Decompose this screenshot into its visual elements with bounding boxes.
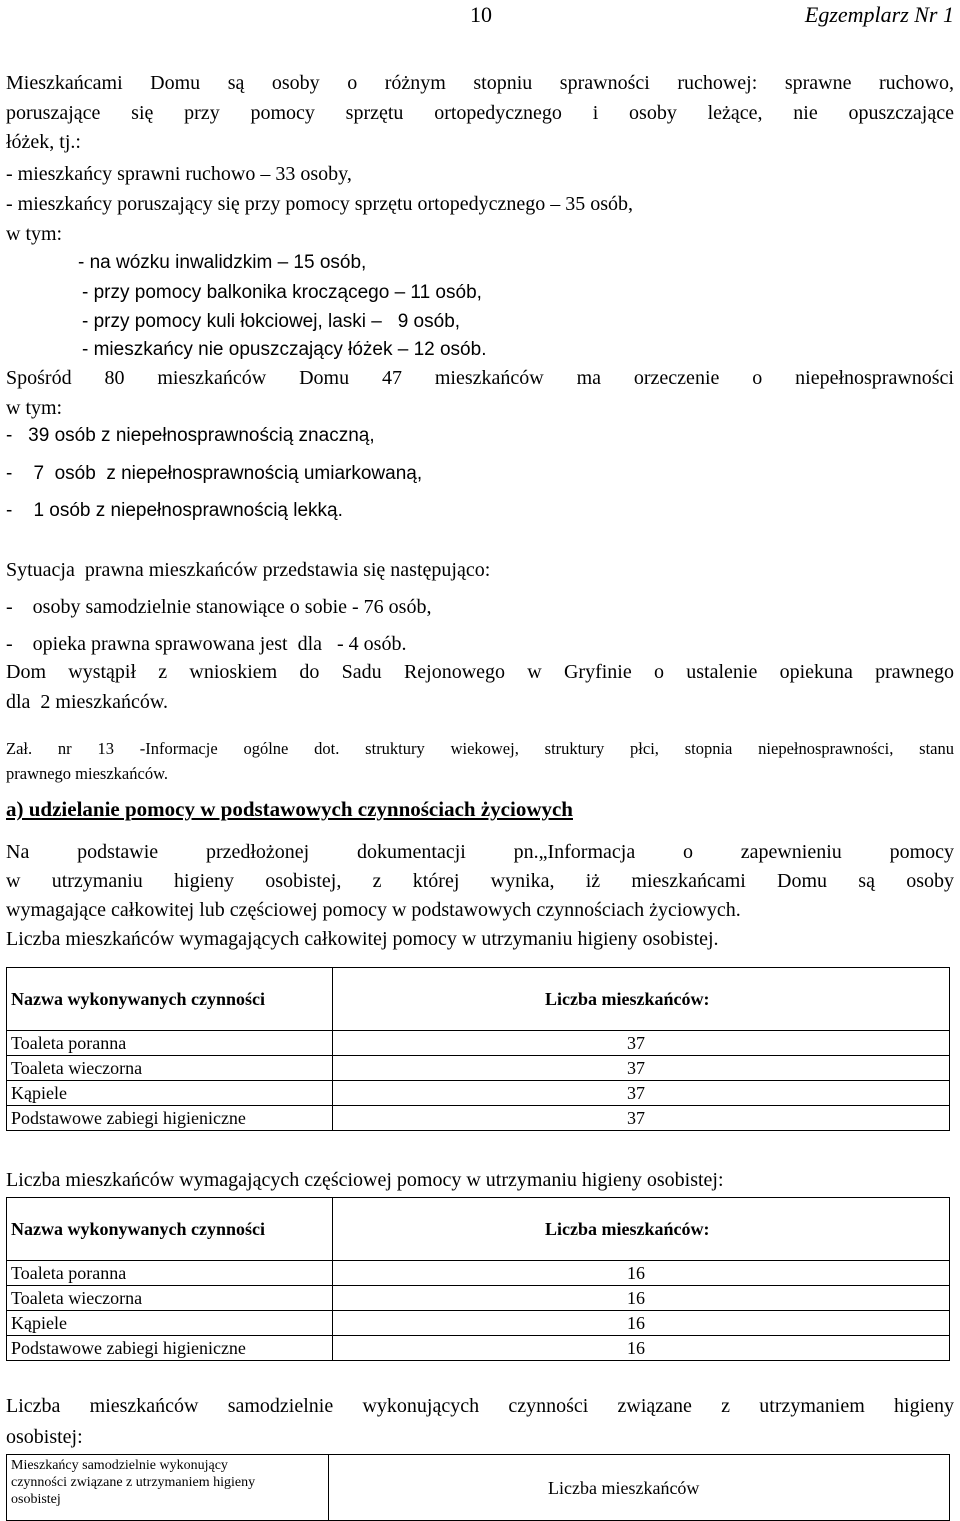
independent-line-1: Liczba mieszkańców samodzielnie wykonujących czynności związane z utrzymaniem higieny: [6, 1395, 954, 1417]
table-row: [7, 1286, 950, 1311]
mobility-sub-1: - na wózku inwalidzkim – 15 osób,: [78, 252, 367, 273]
table-full-assistance: [6, 967, 950, 1131]
table-cell-count: 37: [333, 1056, 950, 1081]
table-independent: [6, 1454, 950, 1521]
table-full-header-activity: Nazwa wykonywanych czynności: [7, 968, 333, 1031]
legal-item-1: - osoby samodzielnie stanowiące o sobie - 76 osób,: [6, 596, 432, 618]
table-independent-header-activity: Mieszkańcy samodzielnie wykonujący czynności związane z utrzymaniem higieny osobistej: [7, 1455, 329, 1521]
table-cell-activity: Toaleta poranna: [7, 1031, 333, 1056]
table-cell-activity: Toaleta poranna: [7, 1261, 333, 1286]
mobility-item-2: - mieszkańcy poruszający się przy pomocy sprzętu ortopedycznego – 35 osób,: [6, 193, 634, 215]
table-cell-count: 37: [333, 1031, 950, 1056]
mobility-sub-3: - przy pomocy kuli łokciowej, laski – 9 osób,: [82, 311, 461, 332]
legal-heading: Sytuacja prawna mieszkańców przedstawia się następująco:: [6, 559, 491, 581]
table-partial-header-activity: Nazwa wykonywanych czynności: [7, 1198, 333, 1261]
partial-heading: Liczba mieszkańców wymagających częściowej pomocy w utrzymaniu higieny osobistej:: [6, 1169, 724, 1191]
mobility-sub-4: - mieszkańcy nie opuszczający łóżek – 12 osób.: [82, 339, 487, 360]
attachment-line-1: Zał. nr 13 -Informacje ogólne dot. struktury wiekowej, struktury płci, stopnia niepełnosprawności, stanu: [6, 739, 954, 758]
section-a-p2: w utrzymaniu higieny osobistej, z której wynika, iż mieszkańcami Domu są osoby: [6, 870, 954, 892]
intro-line-1: Mieszkańcami Domu są osoby o różnym stopniu sprawności ruchowej: sprawne ruchowo,: [6, 72, 954, 94]
table-row: [7, 1031, 950, 1056]
disability-item-3: - 1 osób z niepełnosprawnością lekką.: [6, 500, 343, 521]
intro-line-2: poruszające się przy pomocy sprzętu ortopedycznego i osoby leżące, nie opuszczające: [6, 102, 954, 124]
table-cell-activity: Toaleta wieczorna: [7, 1056, 333, 1081]
table-cell-count: 16: [333, 1261, 950, 1286]
table-partial-header-count: Liczba mieszkańców:: [333, 1198, 950, 1261]
table-row: [7, 1106, 950, 1131]
table-cell-count: 37: [333, 1106, 950, 1131]
table-row: [7, 1336, 950, 1361]
legal-item-2: - opieka prawna sprawowana jest dla - 4 osób.: [6, 633, 407, 655]
disability-line-1: Spośród 80 mieszkańców Domu 47 mieszkańców ma orzeczenie o niepełnosprawności: [6, 367, 954, 389]
section-a-p1: Na podstawie przedłożonej dokumentacji pn.„Informacja o zapewnieniu pomocy: [6, 841, 954, 863]
disability-intro: w tym:: [6, 397, 63, 419]
section-a-p4: Liczba mieszkańców wymagających całkowitej pomocy w utrzymaniu higieny osobistej.: [6, 928, 719, 950]
section-a-p3: wymagające całkowitej lub częściowej pomocy w podstawowych czynnościach życiowych.: [6, 899, 741, 921]
table-cell-activity: Toaleta wieczorna: [7, 1286, 333, 1311]
table-partial-assistance: [6, 1197, 950, 1361]
table-cell-activity: Podstawowe zabiegi higieniczne: [7, 1106, 333, 1131]
table-cell-activity: Kąpiele: [7, 1081, 333, 1106]
copy-label: Egzemplarz Nr 1: [804, 2, 954, 27]
independent-line-2: osobistej:: [6, 1426, 83, 1448]
intro-line-3: łóżek, tj.:: [6, 131, 81, 153]
mobility-item-1: - mieszkańcy sprawni ruchowo – 33 osoby,: [6, 163, 352, 185]
disability-item-2: - 7 osób z niepełnosprawnością umiarkowaną,: [6, 463, 423, 484]
legal-line-2: dla 2 mieszkańców.: [6, 691, 168, 713]
table-cell-activity: Kąpiele: [7, 1311, 333, 1336]
table-row: [7, 1081, 950, 1106]
page-number: 10: [470, 2, 492, 27]
table-independent-header-count: Liczba mieszkańców: [329, 1455, 950, 1521]
table-cell-count: 16: [333, 1286, 950, 1311]
table-full-header-count: Liczba mieszkańców:: [333, 968, 950, 1031]
legal-line-1: Dom wystąpił z wnioskiem do Sadu Rejonowego w Gryfinie o ustalenie opiekuna prawnego: [6, 661, 954, 683]
mobility-sub-2: - przy pomocy balkonika kroczącego – 11 osób,: [82, 282, 482, 303]
table-row: [7, 1261, 950, 1286]
table-row: [7, 1311, 950, 1336]
table-cell-count: 16: [333, 1311, 950, 1336]
attachment-line-2: prawnego mieszkańców.: [6, 764, 169, 783]
table-cell-count: 37: [333, 1081, 950, 1106]
table-cell-activity: Podstawowe zabiegi higieniczne: [7, 1336, 333, 1361]
table-cell-count: 16: [333, 1336, 950, 1361]
table-row: [7, 1056, 950, 1081]
mobility-intro: w tym:: [6, 223, 63, 245]
section-a-heading: a) udzielanie pomocy w podstawowych czynnościach życiowych: [6, 797, 573, 821]
disability-item-1: - 39 osób z niepełnosprawnością znaczną,: [6, 425, 375, 446]
